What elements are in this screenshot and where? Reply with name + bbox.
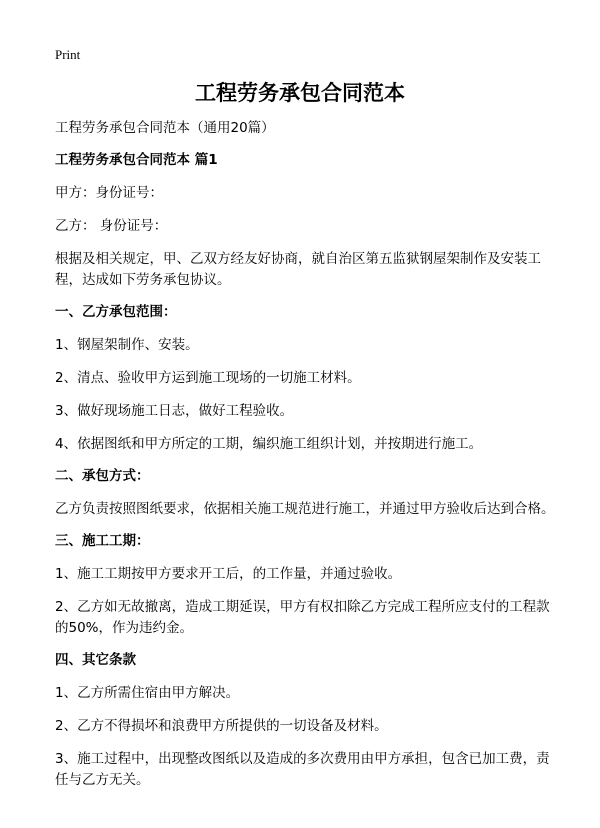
other-item-1: 1、乙方所需住宿由甲方解决。 — [55, 685, 240, 701]
scope-item-1: 1、钢屋架制作、安装。 — [55, 337, 199, 353]
other-item-2: 2、乙方不得损坏和浪费甲方所提供的一切设备及材料。 — [55, 718, 388, 734]
section-heading-schedule: 三、施工工期： — [55, 533, 150, 549]
schedule-item-2: 2、乙方如无故撤离，造成工期延误，甲方有权扣除乙方完成工程所应支付的工程款的50%，作为违约金。 — [55, 599, 550, 636]
print-link[interactable]: Print — [55, 47, 81, 62]
section-heading-article-1: 工程劳务承包合同范本 篇1 — [55, 152, 218, 168]
document-title: 工程劳务承包合同范本 — [195, 81, 405, 105]
section-heading-scope: 一、乙方承包范围： — [55, 304, 177, 320]
party-a-line: 甲方：身份证号： — [55, 185, 163, 201]
preamble-paragraph: 根据及相关规定，甲、乙双方经友好协商，就自治区第五监狱钢屋架制作及安装工程，达成如下劳务承包协议。 — [55, 251, 541, 288]
scope-item-4: 4、依据图纸和甲方所定的工期，编织施工组织计划，并按期进行施工。 — [55, 436, 483, 452]
scope-item-2: 2、清点、验收甲方运到施工现场的一切施工材料。 — [55, 370, 361, 386]
schedule-item-1: 1、施工工期按甲方要求开工后，的工作量，并通过验收。 — [55, 566, 402, 582]
party-b-line: 乙方： 身份证号： — [55, 218, 168, 234]
section-heading-other: 四、其它条款 — [55, 652, 136, 668]
scope-item-3: 3、做好现场施工日志，做好工程验收。 — [55, 403, 294, 419]
section-heading-method: 二、承包方式： — [55, 468, 150, 484]
other-item-3: 3、施工过程中，出现整改图纸以及造成的多次费用由甲方承担，包含已加工费，责任与乙方无关。 — [55, 751, 550, 788]
document-body — [55, 118, 555, 791]
method-paragraph: 乙方负责按照图纸要求，依据相关施工规范进行施工，并通过甲方验收后达到合格。 — [55, 501, 555, 517]
doc-subtitle: 工程劳务承包合同范本（通用20篇） — [55, 120, 275, 136]
